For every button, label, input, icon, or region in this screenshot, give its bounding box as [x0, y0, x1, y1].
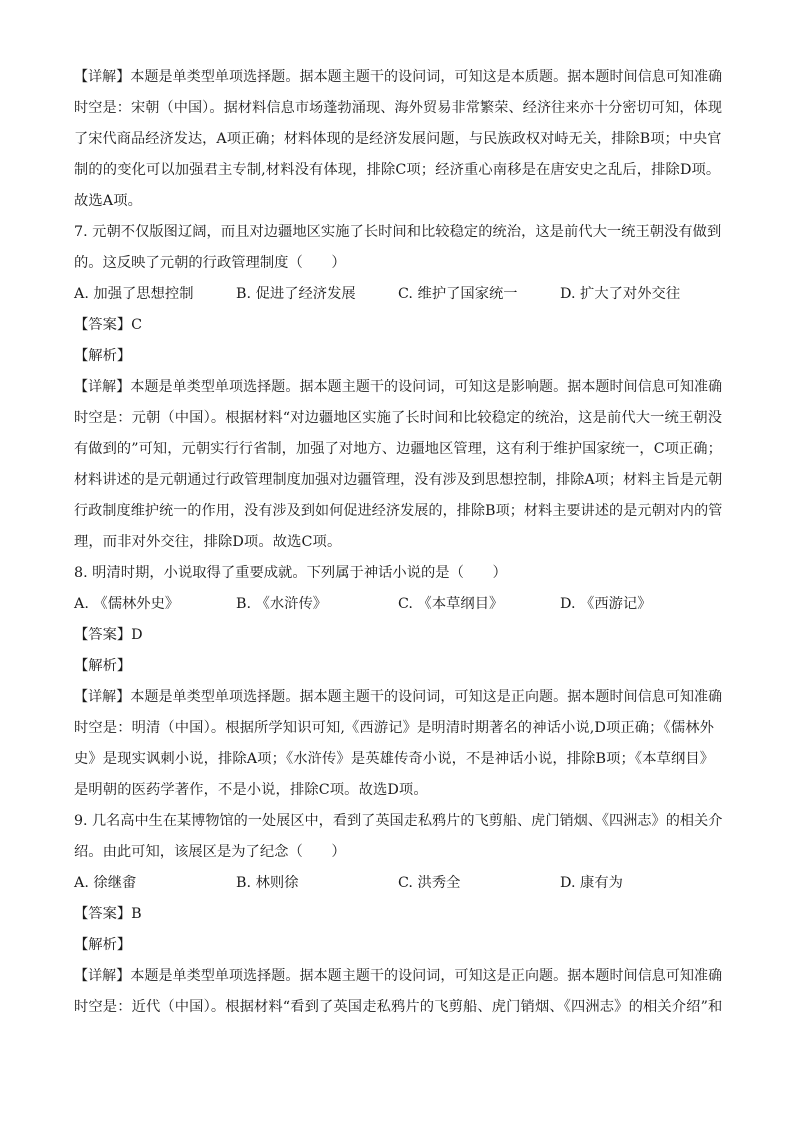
q9-option-d: D. 康有为 — [560, 875, 623, 891]
q6-detail-line: 制的的变化可以加强君主专制,材料没有体现，排除C项；经济重心南移是在唐安史之乱后，排除D项。 — [74, 162, 721, 178]
q8-stem-line: 8. 明清时期，小说取得了重要成就。下列属于神话小说的是（ ） — [74, 565, 507, 581]
q9-analysis-heading: 【解析】 — [74, 937, 132, 953]
q6-detail-line: 【详解】本题是单类型单项选择题。据本题主题干的设问词，可知这是本质题。据本题时间信息可知准确 — [74, 69, 723, 85]
q8-detail — [74, 682, 722, 806]
q8-detail-line: 是明朝的医药学著作，不是小说，排除C项。故选D项。 — [74, 782, 428, 798]
q7-detail-line: 有做到的”可知，元朝实行行省制，加强了对地方、边疆地区管理，这有利于维护国家统一，C项正确； — [74, 441, 722, 457]
q7-detail-line: 时空是：元朝（中国）。根据材料“对边疆地区实施了长时间和比较稳定的统治，这是前代大一统王朝没 — [74, 410, 723, 426]
q7-answer: 【答案】C — [74, 317, 143, 333]
q7-detail-line: 理，而非对外交往，排除D项。故选C项。 — [74, 534, 342, 550]
q7-option-c: C. 维护了国家统一 — [398, 286, 518, 302]
q8-option-b: B. 《水浒传》 — [236, 596, 328, 612]
q6-detail-line: 了宋代商品经济发达，A项正确；材料体现的是经济发展问题，与民族政权对峙无关，排除B项；中央官 — [74, 131, 722, 147]
q9-option-b: B. 林则徐 — [236, 875, 299, 891]
q6-detail-line: 时空是：宋朝（中国）。据材料信息市场蓬勃涌现、海外贸易非常繁荣、经济往来亦十分密切可知，体现 — [74, 100, 723, 116]
q9-stem-line: 9. 几名高中生在某博物馆的一处展区中，看到了英国走私鸦片的飞剪船、虎门销烟、《四洲志》的相关介 — [74, 813, 723, 829]
q9-option-c: C. 洪秀全 — [398, 875, 461, 891]
q9-detail-line: 时空是：近代（中国）。根据材料“看到了英国走私鸦片的飞剪船、虎门销烟、《四洲志》的相关介绍”和 — [74, 999, 723, 1015]
q7-detail — [74, 372, 722, 558]
q8-detail-line: 【详解】本题是单类型单项选择题。据本题主题干的设问词，可知这是正向题。据本题时间信息可知准确 — [74, 689, 723, 705]
q8-options — [74, 589, 722, 620]
q7-option-b: B. 促进了经济发展 — [236, 286, 356, 302]
q8-option-d: D. 《西游记》 — [560, 596, 652, 612]
q7-stem — [74, 217, 722, 279]
q8-analysis-heading: 【解析】 — [74, 658, 132, 674]
q8-detail-line: 时空是：明清（中国）。根据所学知识可知,《西游记》是明清时期著名的神话小说,D项正确；《儒林外 — [74, 720, 715, 736]
q7-analysis-heading: 【解析】 — [74, 348, 132, 364]
q7-detail-line: 【详解】本题是单类型单项选择题。据本题主题干的设问词，可知这是影响题。据本题时间信息可知准确 — [74, 379, 723, 395]
q9-options — [74, 868, 722, 899]
q7-option-d: D. 扩大了对外交往 — [560, 286, 681, 302]
q8-answer: 【答案】D — [74, 627, 143, 643]
q7-option-a: A. 加强了思想控制 — [74, 286, 194, 302]
q9-detail-line: 【详解】本题是单类型单项选择题。据本题主题干的设问词，可知这是正向题。据本题时间信息可知准确 — [74, 968, 723, 984]
q7-detail-line: 材料讲述的是元朝通过行政管理制度加强对边疆管理，没有涉及到思想控制，排除A项；材料主旨是元朝 — [74, 472, 723, 488]
q8-option-c: C. 《本草纲目》 — [398, 596, 504, 612]
q7-detail-line: 行政制度维护统一的作用，没有涉及到如何促进经济发展的，排除B项；材料主要讲述的是元朝对内的管 — [74, 503, 723, 519]
q9-option-a: A. 徐继畬 — [74, 875, 137, 891]
q7-options — [74, 279, 722, 310]
q9-stem — [74, 806, 722, 868]
q7-stem-line: 7. 元朝不仅版图辽阔，而且对边疆地区实施了长时间和比较稳定的统治，这是前代大一统王朝没有做到 — [74, 224, 722, 240]
q8-option-a: A. 《儒林外史》 — [74, 596, 180, 612]
q7-stem-line: 的。这反映了元朝的行政管理制度（ ） — [74, 255, 346, 271]
q8-stem — [74, 558, 722, 589]
q8-detail-line: 史》是现实讽刺小说，排除A项；《水浒传》是英雄传奇小说，不是神话小说，排除B项；《本草纲目》 — [74, 751, 715, 767]
q9-detail — [74, 961, 722, 1023]
q9-answer: 【答案】B — [74, 906, 142, 922]
q9-stem-line: 绍。由此可知，该展区是为了纪念（ ） — [74, 844, 346, 860]
document-page — [74, 62, 722, 1023]
q6-detail-line: 故选A项。 — [74, 193, 143, 209]
q6-detail — [74, 62, 722, 217]
